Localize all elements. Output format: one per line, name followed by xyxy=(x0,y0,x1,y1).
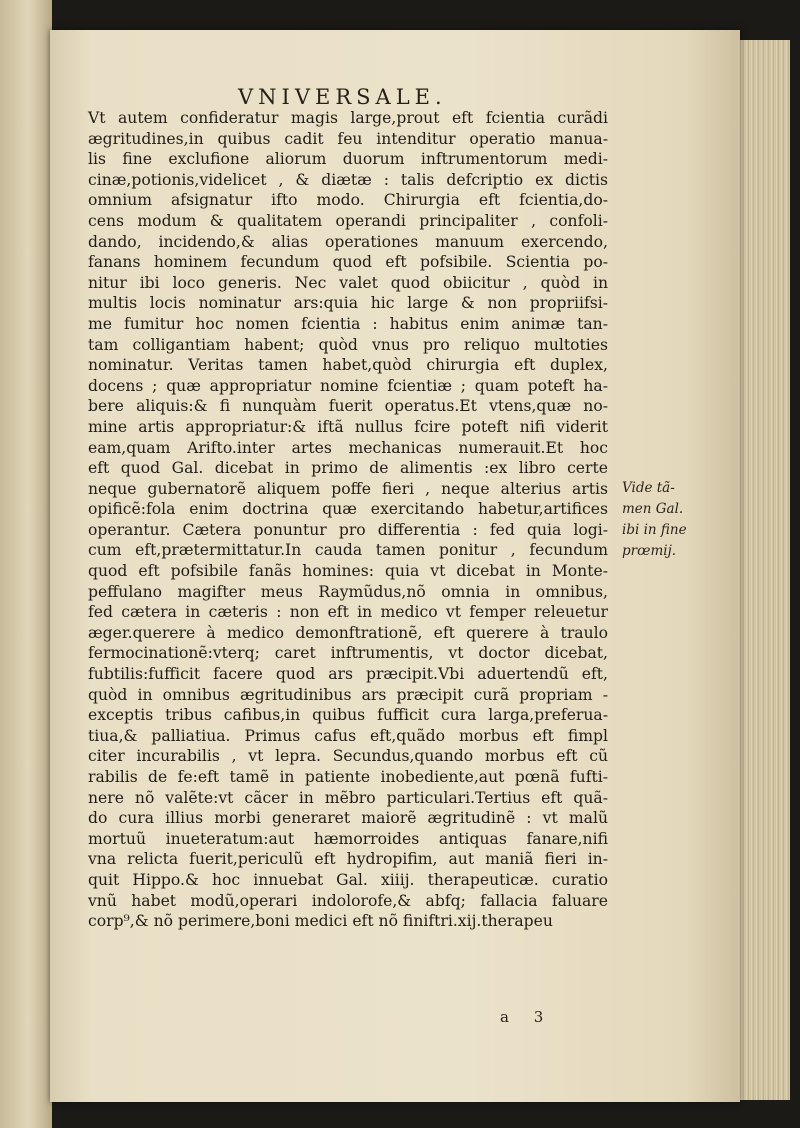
margin-note-line: Vide tã- xyxy=(622,480,675,496)
text-line: cens modum & qualitatem operandi principaliter , confoli- xyxy=(88,211,608,230)
text-line: eam,quam Arifto.inter artes mechanicas numerauit.Et hoc xyxy=(88,438,608,457)
text-line: peffulano magifter meus Raymũdus,nõ omnia in omnibus, xyxy=(88,582,608,601)
text-line: citer incurabilis , vt lepra. Secundus,quando morbus eft cũ xyxy=(88,747,608,766)
text-line: opificẽ:fola enim doctrina quæ exercitando habetur,artifices xyxy=(88,500,608,519)
text-line: ægritudines,in quibus cadit feu intenditur operatio manua- xyxy=(88,129,608,148)
margin-note xyxy=(622,478,692,562)
text-line: eft quod Gal. dicebat in primo de alimentis :ex libro certe xyxy=(88,459,608,478)
text-line: rabilis de fe:eft tamẽ in patiente inobediente,aut pœnã fufti- xyxy=(88,768,608,786)
text-line: vnũ habet modũ,operari indolorofe,& abfq; fallacia faluare xyxy=(88,891,608,910)
text-line: docens ; quæ appropriatur nomine fcientiæ ; quam poteft ha- xyxy=(88,376,608,395)
text-line: fubtilis:fufficit facere quod ars præcipit.Vbi aduertendũ eft, xyxy=(88,665,608,684)
text-line: fed cætera in cæteris : non eft in medico vt femper releuetur xyxy=(88,603,608,622)
running-head: VNIVERSALE. xyxy=(238,85,447,109)
text-line: quòd in omnibus ægritudinibus ars præcipit curã propriam - xyxy=(88,685,608,704)
text-line: tam colligantiam habent; quòd vnus pro reliquo multoties xyxy=(88,335,608,354)
text-line: æger.querere à medico demonftrationẽ, eft querere à traulo xyxy=(88,623,608,642)
text-line: mortuũ inueteratum:aut hæmorroides antiquas fanare,nifi xyxy=(88,829,608,848)
text-line: multis locis nominatur ars:quia hic large & non propriifsi- xyxy=(88,294,608,313)
text-line: vna relicta fuerit,periculũ eft hydropifim, aut maniã fieri in- xyxy=(88,850,608,869)
text-line: Vt autem confideratur magis large,prout eft fcientia curãdi xyxy=(88,109,608,127)
text-line: quod eft pofsibile fanãs homines: quia vt dicebat in Monte- xyxy=(88,562,608,581)
text-line: neque gubernatorẽ aliquem poffe fieri , neque alterius artis xyxy=(88,479,608,498)
text-line: nominatur. Veritas tamen habet,quòd chirurgia eft duplex, xyxy=(88,356,608,375)
text-line: corp⁹,& nõ perimere,boni medici eft nõ finiftri.xij.therapeu xyxy=(88,912,553,931)
text-line: exceptis tribus cafibus,in quibus fufficit cura larga,preferua- xyxy=(88,706,608,725)
text-line: dando, incidendo,& alias operationes manuum exercendo, xyxy=(88,232,608,251)
margin-note-line: prœmij. xyxy=(622,543,677,559)
text-line: quit Hippo.& hoc innuebat Gal. xiiij. therapeuticæ. curatio xyxy=(88,870,608,889)
signature-mark: a 3 xyxy=(500,1008,554,1026)
text-line: omnium afsignatur ifto modo. Chirurgia eft fcientia,do- xyxy=(88,191,608,210)
facing-page-edge xyxy=(0,0,52,1128)
text-line: mine artis appropriatur:& iftã nullus fcire poteft nifi viderit xyxy=(88,417,608,436)
text-line: fanans hominem fecundum quod eft pofsibile. Scientia po- xyxy=(88,253,608,272)
text-line: bere aliquis:& fi nunquàm fuerit operatus.Et vtens,quæ no- xyxy=(88,397,608,416)
text-line: operantur. Cætera ponuntur pro differentia : fed quia logi- xyxy=(88,520,608,539)
text-line: do cura illius morbi generaret maiorẽ ægritudinẽ : vt malũ xyxy=(88,809,608,828)
text-line: cinæ,potionis,videlicet , & diætæ : talis defcriptio ex dictis xyxy=(88,170,608,189)
margin-note-line: ibi in fine xyxy=(622,522,687,538)
text-line: cum eft,prætermittatur.In cauda tamen ponitur , fecundum xyxy=(88,541,608,560)
text-line: lis fine exclufione aliorum duorum inftrumentorum medi- xyxy=(88,150,608,169)
margin-note-line: men Gal. xyxy=(622,501,684,517)
text-line: nere nõ valẽte:vt cãcer in mẽbro particulari.Tertius eft quã- xyxy=(88,788,608,807)
body-text xyxy=(88,108,608,932)
text-line: tiua,& palliatiua. Primus cafus eft,quãdo morbus eft fimpl xyxy=(88,726,608,745)
text-line: me fumitur hoc nomen fcientia : habitus enim animæ tan- xyxy=(88,314,608,333)
text-line: fermocinationẽ:vterq; caret inftrumentis, vt doctor dicebat, xyxy=(88,644,608,663)
text-line: nitur ibi loco generis. Nec valet quod obiicitur , quòd in xyxy=(88,273,608,292)
